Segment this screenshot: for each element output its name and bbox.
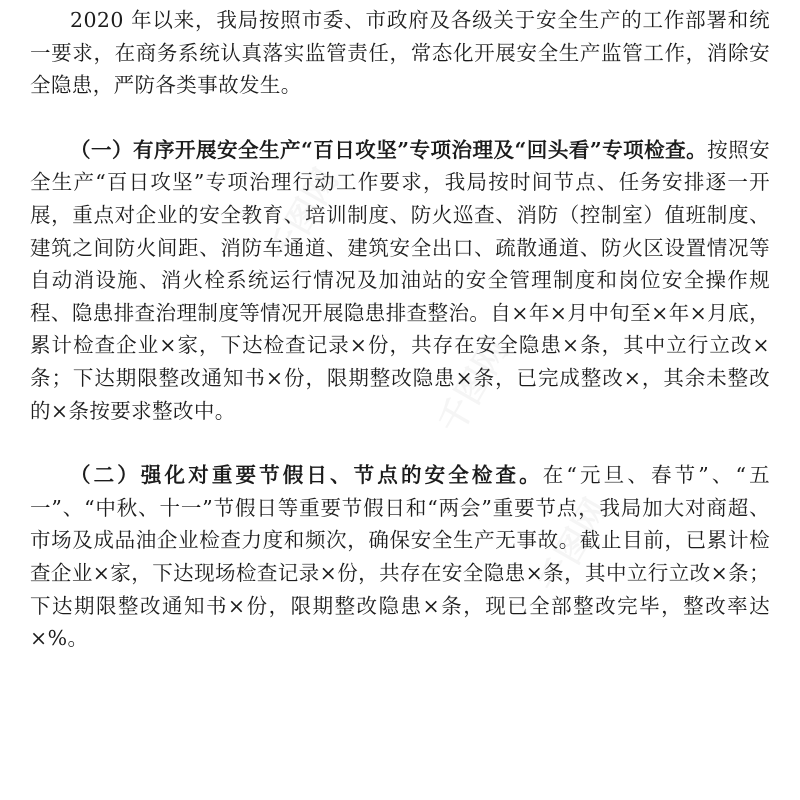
section1-body: 按照安全生产“百日攻坚”专项治理行动工作要求，我局按时间节点、任务安排逐一开展，重点对企业的安全教育、培训制度、防火巡查、消防（控制室）值班制度、建筑之间防火间距、消防车通道、建筑安全出口、疏散通道、防火区设置情况等自动消设施、消火栓系统运行情况及加油站的安全管理制度和岗位安全操作规程、隐患排查治理制度等情况开展隐患排查整治。自×年×月中旬至×年×月底，累计检查企业×家，下达检查记录×份，共存在安全隐患×条，其中立行立改×条；下达期限整改通知书×份，限期整改隐患×条，已完成整改×，其余未整改的×条按要求整改中。 — [30, 137, 771, 423]
section1-heading: （一）有序开展安全生产“百日攻坚”专项治理及“回头看”专项检查。 — [70, 137, 708, 162]
paragraph-spacer — [30, 427, 770, 459]
watermark-text: 千图网 — [531, 492, 617, 601]
section2-paragraph — [30, 459, 770, 655]
section2-body: 在“元旦、春节”、“五一”、“中秋、十一”节假日等重要节假日和“两会”重要节点，我局加大对商超、市场及成品油企业检查力度和频次，确保安全生产无事故。截止目前，已累计检查企业×家，下达现场检查记录×份，共存在安全隐患×条，其中立行立改×条；下达期限整改通知书×份，限期整改隐患×条，现已全部整改完毕，整改率达×%。 — [30, 463, 771, 651]
paragraph-spacer — [30, 102, 770, 134]
section2-heading: （二）强化对重要节假日、节点的安全检查。 — [70, 463, 543, 488]
watermark-text: 千图网 — [261, 162, 347, 271]
intro-paragraph: 2020 年以来，我局按照市委、市政府及各级关于安全生产的工作部署和统一要求，在商务系统认真落实监管责任，常态化开展安全生产监管工作，消除安全隐患，严防各类事故发生。 — [30, 8, 770, 98]
watermark-text: 千图网 — [431, 332, 517, 441]
section1-paragraph — [30, 134, 770, 427]
